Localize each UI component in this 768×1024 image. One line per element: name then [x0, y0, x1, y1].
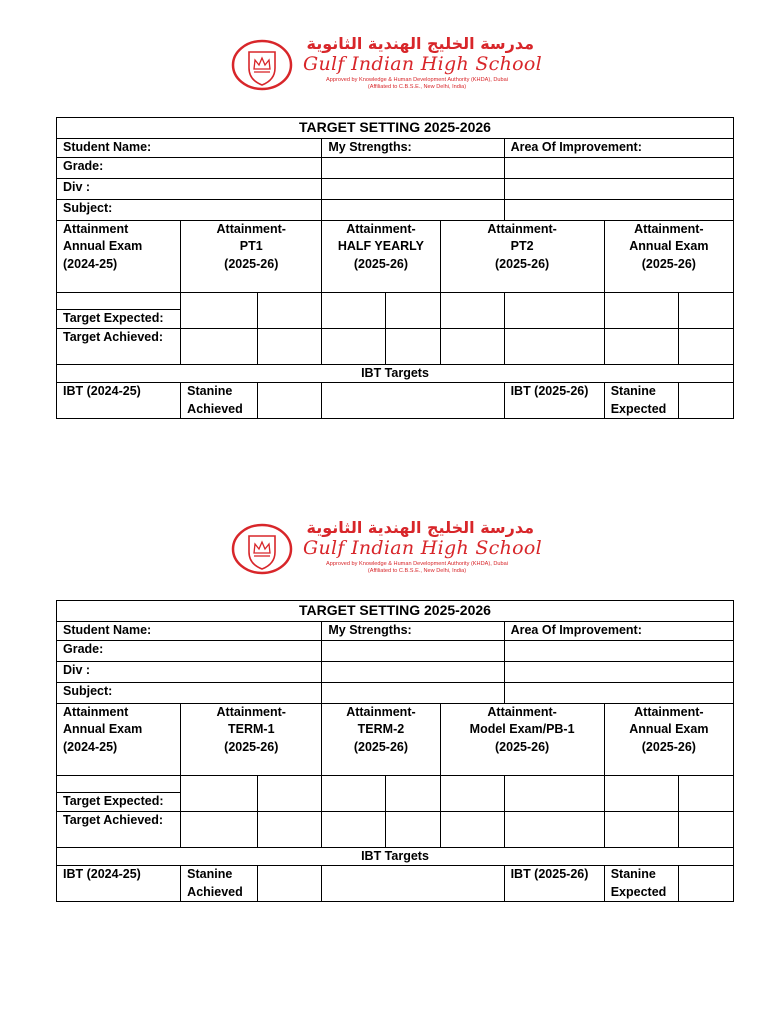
header-line: TERM-2: [357, 722, 405, 736]
stanine-achieved-label: [181, 866, 258, 902]
entry-cell[interactable]: [604, 811, 678, 847]
entry-cell[interactable]: [440, 328, 504, 364]
div-label: Div :: [57, 661, 322, 682]
school-header: [0, 520, 768, 590]
entry-cell[interactable]: [440, 775, 504, 811]
header-line: (2025-26): [641, 256, 696, 271]
entry-cell[interactable]: [322, 292, 386, 328]
student-name-label: Student Name:: [57, 622, 322, 641]
header-line: TERM-1: [228, 722, 275, 736]
header-line: (2025-26): [224, 256, 279, 271]
header-line: Annual Exam: [629, 239, 709, 253]
attainment-header-term1: [181, 703, 322, 775]
label-line: Expected: [610, 401, 667, 416]
target-achieved-label: Target Achieved:: [57, 328, 181, 364]
label-line: Stanine: [610, 384, 656, 398]
entry-cell[interactable]: [322, 811, 386, 847]
entry-cell[interactable]: [604, 292, 678, 328]
stanine-achieved-field[interactable]: [258, 866, 322, 902]
header-line: (2025-26): [224, 739, 279, 754]
entry-cell[interactable]: [440, 811, 504, 847]
header-line: Model Exam/PB-1: [469, 722, 575, 736]
entry-cell[interactable]: [504, 292, 604, 328]
improvement-field[interactable]: [504, 640, 733, 661]
school-name-arabic: مدرسة الخليج الهندية الثانوية: [306, 518, 534, 537]
header-line: Annual Exam: [63, 239, 143, 253]
affiliation-note: (Affiliated to C.B.S.E., New Delhi, India): [367, 568, 467, 574]
entry-cell[interactable]: [258, 328, 322, 364]
strengths-label: My Strengths:: [322, 139, 504, 158]
entry-cell[interactable]: [678, 328, 733, 364]
stanine-achieved-label: [181, 383, 258, 419]
header-line: Attainment-: [634, 704, 704, 719]
improvement-label: Area Of Improvement:: [504, 139, 733, 158]
stanine-expected-field[interactable]: [678, 866, 733, 902]
blank-cell: [57, 775, 181, 792]
ibt-prev-label: IBT (2024-25): [57, 866, 181, 902]
ibt-targets-heading: IBT Targets: [57, 847, 734, 866]
header-line: (2025-26): [495, 256, 550, 271]
stanine-expected-label: [604, 866, 678, 902]
attainment-header-annual-2025: [604, 220, 733, 292]
grade-label: Grade:: [57, 640, 322, 661]
label-line: Expected: [610, 884, 667, 899]
header-line: PT1: [239, 239, 263, 253]
attainment-header-annual-2025: [604, 703, 733, 775]
ibt-notes-field[interactable]: [322, 383, 504, 419]
ibt-curr-label: IBT (2025-26): [504, 866, 604, 902]
header-line: Annual Exam: [629, 722, 709, 736]
strengths-field[interactable]: [322, 178, 504, 199]
header-line: Attainment-: [346, 704, 416, 719]
header-line: Attainment-: [487, 704, 557, 719]
header-line: (2025-26): [353, 739, 409, 754]
header-line: (2025-26): [495, 739, 550, 754]
attainment-header-pt1: [181, 220, 322, 292]
entry-cell[interactable]: [386, 292, 440, 328]
header-line: PT2: [510, 239, 534, 253]
label-line: Stanine: [187, 867, 233, 881]
attainment-header-half-yearly: [322, 220, 440, 292]
entry-cell[interactable]: [678, 292, 733, 328]
entry-cell[interactable]: [678, 775, 733, 811]
entry-cell[interactable]: [322, 775, 386, 811]
blank-cell: [57, 292, 181, 309]
entry-cell[interactable]: [181, 811, 258, 847]
entry-cell[interactable]: [604, 328, 678, 364]
stanine-expected-label: [604, 383, 678, 419]
strengths-field[interactable]: [322, 640, 504, 661]
label-line: Achieved: [187, 401, 243, 416]
label-line: Stanine: [610, 867, 656, 881]
entry-cell[interactable]: [258, 292, 322, 328]
div-label: Div :: [57, 178, 322, 199]
improvement-label: Area Of Improvement:: [504, 622, 733, 641]
header-line: (2024-25): [63, 739, 118, 754]
ibt-notes-field[interactable]: [322, 866, 504, 902]
header-line: HALF YEARLY: [337, 239, 424, 253]
entry-cell[interactable]: [181, 775, 258, 811]
subject-label: Subject:: [57, 199, 322, 220]
school-crest-icon: [231, 39, 293, 91]
strengths-field[interactable]: [322, 682, 504, 703]
attainment-header-annual-2024: [57, 703, 181, 775]
target-expected-label: Target Expected:: [57, 792, 181, 811]
target-setting-table: [56, 117, 734, 419]
attainment-header-pt2: [440, 220, 604, 292]
header-line: Attainment-: [487, 221, 557, 236]
school-header: [0, 36, 768, 106]
strengths-field[interactable]: [322, 199, 504, 220]
entry-cell[interactable]: [258, 811, 322, 847]
entry-cell[interactable]: [322, 328, 386, 364]
target-achieved-label: Target Achieved:: [57, 811, 181, 847]
stanine-achieved-field[interactable]: [258, 383, 322, 419]
stanine-expected-field[interactable]: [678, 383, 733, 419]
entry-cell[interactable]: [504, 775, 604, 811]
approval-note: Approved by Knowledge & Human Development Authority (KHDA), Dubai: [326, 561, 508, 567]
strengths-field[interactable]: [322, 661, 504, 682]
entry-cell[interactable]: [504, 328, 604, 364]
header-line: (2024-25): [63, 256, 118, 271]
header-line: Attainment: [63, 221, 129, 236]
school-name-english: Gulf Indian High School: [303, 53, 542, 75]
strengths-field[interactable]: [322, 157, 504, 178]
school-crest-icon: [231, 523, 293, 575]
improvement-field[interactable]: [504, 661, 733, 682]
header-line: (2025-26): [641, 739, 696, 754]
ibt-curr-label: IBT (2025-26): [504, 383, 604, 419]
entry-cell[interactable]: [504, 811, 604, 847]
improvement-field[interactable]: [504, 157, 733, 178]
entry-cell[interactable]: [440, 292, 504, 328]
header-line: Attainment-: [634, 221, 704, 236]
header-line: Annual Exam: [63, 722, 143, 736]
grade-label: Grade:: [57, 157, 322, 178]
entry-cell[interactable]: [604, 775, 678, 811]
target-setting-table: [56, 600, 734, 902]
improvement-field[interactable]: [504, 199, 733, 220]
improvement-field[interactable]: [504, 682, 733, 703]
school-name-english: Gulf Indian High School: [303, 537, 542, 559]
approval-note: Approved by Knowledge & Human Development Authority (KHDA), Dubai: [326, 77, 508, 83]
entry-cell[interactable]: [386, 775, 440, 811]
school-name-arabic: مدرسة الخليج الهندية الثانوية: [306, 34, 534, 53]
improvement-field[interactable]: [504, 178, 733, 199]
label-line: Stanine: [187, 384, 233, 398]
entry-cell[interactable]: [181, 328, 258, 364]
entry-cell[interactable]: [258, 775, 322, 811]
attainment-header-term2: [322, 703, 440, 775]
ibt-prev-label: IBT (2024-25): [57, 383, 181, 419]
form-title: TARGET SETTING 2025-2026: [57, 601, 734, 622]
header-line: Attainment-: [216, 221, 286, 236]
student-name-label: Student Name:: [57, 139, 322, 158]
subject-label: Subject:: [57, 682, 322, 703]
header-line: Attainment: [63, 704, 129, 719]
affiliation-note: (Affiliated to C.B.S.E., New Delhi, India): [367, 84, 467, 90]
entry-cell[interactable]: [181, 292, 258, 328]
header-line: Attainment-: [216, 704, 286, 719]
label-line: Achieved: [187, 884, 243, 899]
attainment-header-annual-2024: [57, 220, 181, 292]
attainment-header-model-exam: [440, 703, 604, 775]
target-expected-label: Target Expected:: [57, 309, 181, 328]
header-line: Attainment-: [346, 221, 416, 236]
strengths-label: My Strengths:: [322, 622, 504, 641]
entry-cell[interactable]: [386, 328, 440, 364]
header-line: (2025-26): [353, 256, 409, 271]
ibt-targets-heading: IBT Targets: [57, 364, 734, 383]
entry-cell[interactable]: [386, 811, 440, 847]
form-title: TARGET SETTING 2025-2026: [57, 118, 734, 139]
entry-cell[interactable]: [678, 811, 733, 847]
